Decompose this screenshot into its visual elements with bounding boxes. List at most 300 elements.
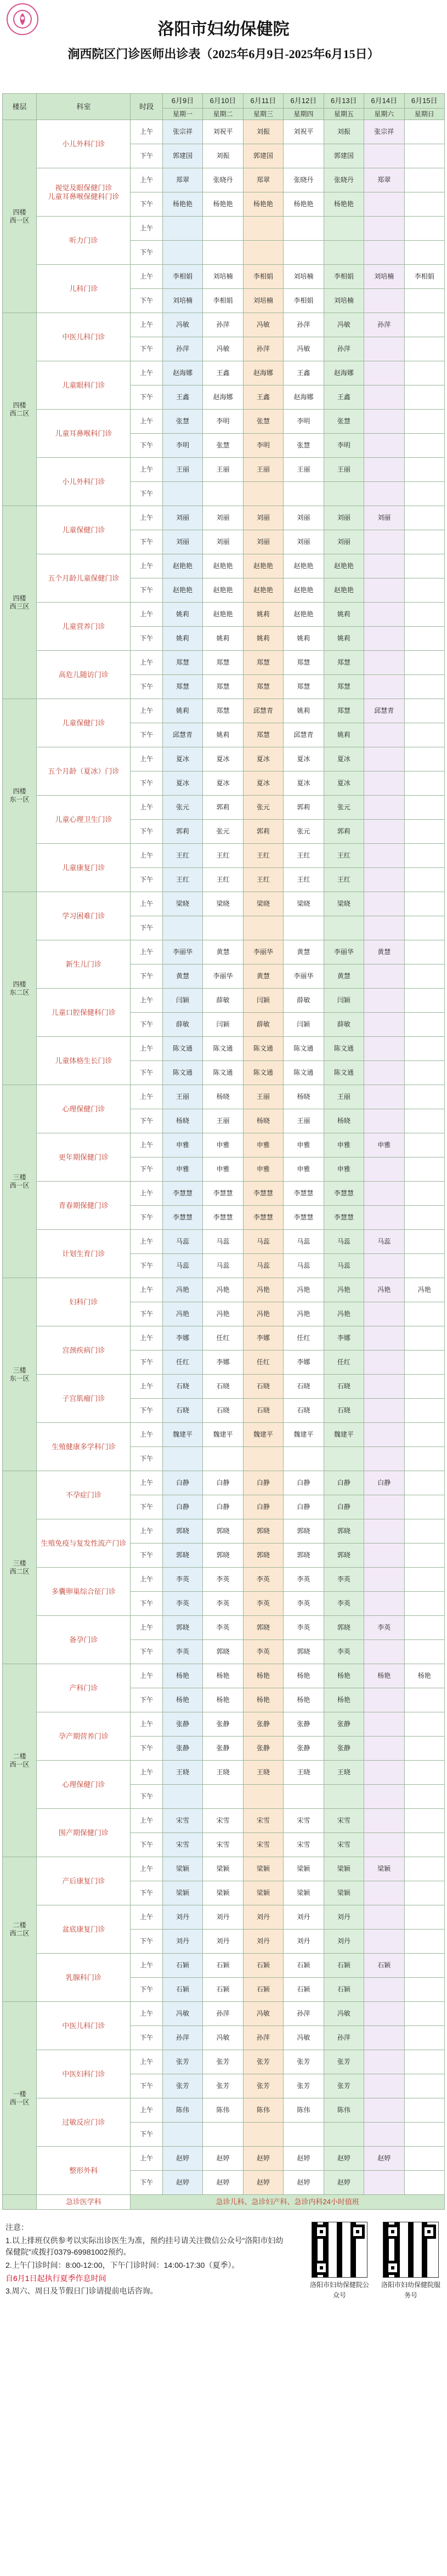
col-header-date: 6月13日 [324, 94, 364, 109]
doctor-cell: 马蕊 [284, 1230, 324, 1254]
doctor-cell: 张静 [203, 1737, 243, 1761]
col-header-shift: 时段 [131, 94, 162, 120]
doctor-cell: 黄慧 [203, 940, 243, 964]
doctor-cell: 李慧慧 [284, 1206, 324, 1230]
shift-cell: 下午 [131, 1881, 162, 1905]
doctor-cell [404, 1182, 445, 1206]
shift-cell: 下午 [131, 723, 162, 747]
doctor-cell: 姚莉 [203, 627, 243, 651]
doctor-cell: 任红 [203, 1326, 243, 1351]
col-header-weekday: 星期五 [324, 109, 364, 120]
table-row [3, 796, 445, 820]
table-row [3, 554, 445, 578]
doctor-cell: 张芳 [203, 2074, 243, 2098]
doctor-cell: 宋雪 [324, 1809, 364, 1833]
doctor-cell [404, 1616, 445, 1640]
shift-cell: 下午 [131, 1206, 162, 1230]
doctor-cell: 邱慧青 [162, 723, 202, 747]
doctor-cell: 郑慧 [324, 651, 364, 675]
dept-cell: 儿童体格生长门诊 [37, 1037, 131, 1085]
doctor-cell [243, 241, 283, 265]
doctor-cell: 李英 [243, 1568, 283, 1592]
doctor-cell [404, 1133, 445, 1158]
doctor-cell [284, 1447, 324, 1471]
table-row [3, 168, 445, 192]
doctor-cell: 魏建平 [324, 1423, 364, 1447]
doctor-cell [203, 916, 243, 940]
shift-cell: 下午 [131, 1688, 162, 1712]
doctor-cell: 李明 [162, 434, 202, 458]
doctor-cell: 陈伟 [243, 2098, 283, 2123]
doctor-cell [404, 1351, 445, 1375]
table-row [3, 1182, 445, 1206]
doctor-cell: 赵婷 [324, 2171, 364, 2195]
shift-cell: 上午 [131, 1278, 162, 1302]
doctor-cell [364, 410, 404, 434]
doctor-cell [364, 651, 404, 675]
doctor-cell: 陈文通 [243, 1061, 283, 1085]
dept-cell: 青春期保健门诊 [37, 1182, 131, 1230]
dept-cell: 整形外科 [37, 2147, 131, 2195]
table-row [3, 1326, 445, 1351]
doctor-cell: 石颖 [243, 1954, 283, 1978]
doctor-cell: 刘丹 [162, 1930, 202, 1954]
doctor-cell: 薛敏 [243, 1013, 283, 1037]
doctor-cell: 陈文通 [203, 1037, 243, 1061]
doctor-cell [243, 1785, 283, 1809]
doctor-cell: 马蕊 [162, 1254, 202, 1278]
doctor-cell: 郑慧 [203, 651, 243, 675]
doctor-cell [364, 1351, 404, 1375]
dept-cell: 备孕门诊 [37, 1616, 131, 1664]
doctor-cell: 陈文通 [243, 1037, 283, 1061]
doctor-cell: 刘培楠 [162, 289, 202, 313]
doctor-cell [364, 241, 404, 265]
doctor-cell: 张静 [162, 1712, 202, 1737]
doctor-cell [203, 1447, 243, 1471]
table-row [3, 1278, 445, 1302]
doctor-cell: 刘丹 [284, 1905, 324, 1930]
table-row [3, 1905, 445, 1930]
doctor-cell [364, 530, 404, 554]
table-row [3, 1809, 445, 1833]
table-row [3, 1519, 445, 1544]
doctor-cell: 夏冰 [203, 771, 243, 796]
doctor-cell: 李娜 [324, 1326, 364, 1351]
doctor-cell: 石颖 [203, 1978, 243, 2002]
doctor-cell: 王丽 [162, 1085, 202, 1109]
doctor-cell: 张晓丹 [203, 168, 243, 192]
doctor-cell: 梁晓 [243, 892, 283, 916]
table-row [3, 651, 445, 675]
dept-cell: 五个月龄儿童保健门诊 [37, 554, 131, 603]
doctor-cell: 王红 [324, 844, 364, 868]
doctor-cell: 申雅 [364, 1133, 404, 1158]
doctor-cell [404, 771, 445, 796]
table-row [3, 1133, 445, 1158]
table-row [3, 989, 445, 1013]
doctor-cell: 郭莉 [203, 796, 243, 820]
doctor-cell [404, 1688, 445, 1712]
doctor-cell: 郭晓 [203, 1519, 243, 1544]
doctor-cell [404, 916, 445, 940]
doctor-cell: 李英 [284, 1592, 324, 1616]
doctor-cell: 张芳 [203, 2050, 243, 2074]
doctor-cell: 马蕊 [203, 1230, 243, 1254]
doctor-cell [404, 627, 445, 651]
doctor-cell: 郑慧 [324, 699, 364, 723]
table-row [3, 699, 445, 723]
dept-cell: 妇科门诊 [37, 1278, 131, 1326]
doctor-cell: 梁颖 [284, 1857, 324, 1881]
dept-cell: 产后康复门诊 [37, 1857, 131, 1905]
shift-cell: 下午 [131, 868, 162, 892]
doctor-cell: 冯艳 [404, 1278, 445, 1302]
doctor-cell: 孙萍 [364, 313, 404, 337]
doctor-cell: 石晓 [284, 1375, 324, 1399]
doctor-cell: 梁晓 [162, 892, 202, 916]
doctor-cell: 陈文通 [162, 1061, 202, 1085]
doctor-cell: 马蕊 [203, 1254, 243, 1278]
doctor-cell: 宋雪 [162, 1809, 202, 1833]
doctor-cell [364, 1785, 404, 1809]
doctor-cell: 孙萍 [284, 313, 324, 337]
doctor-cell: 赵婷 [243, 2147, 283, 2171]
shift-cell: 下午 [131, 2171, 162, 2195]
doctor-cell: 李英 [243, 1592, 283, 1616]
doctor-cell [364, 1978, 404, 2002]
doctor-cell [324, 482, 364, 506]
doctor-cell: 白静 [162, 1495, 202, 1519]
doctor-cell: 冯艳 [162, 1278, 202, 1302]
doctor-cell: 申雅 [243, 1158, 283, 1182]
doctor-cell: 陈文通 [162, 1037, 202, 1061]
doctor-cell: 冯敏 [284, 337, 324, 361]
doctor-cell: 赵艳艳 [203, 554, 243, 578]
dept-cell: 围产期保健门诊 [37, 1809, 131, 1857]
doctor-cell [364, 144, 404, 168]
doctor-cell: 宋雪 [284, 1833, 324, 1857]
doctor-cell [364, 1158, 404, 1182]
doctor-cell: 梁晓 [203, 892, 243, 916]
col-header-weekday: 星期日 [404, 109, 445, 120]
doctor-cell [404, 675, 445, 699]
shift-cell: 上午 [131, 1182, 162, 1206]
shift-cell: 下午 [131, 434, 162, 458]
floor-cell: 四楼 西二区 [3, 313, 37, 506]
doctor-cell: 石颖 [324, 1978, 364, 2002]
doctor-cell [364, 1302, 404, 1326]
doctor-cell [364, 1640, 404, 1664]
doctor-cell: 李英 [284, 1568, 324, 1592]
doctor-cell [404, 1085, 445, 1109]
doctor-cell: 冯敏 [324, 313, 364, 337]
doctor-cell: 杨艳 [324, 1688, 364, 1712]
dept-cell: 儿童营养门诊 [37, 603, 131, 651]
shift-cell: 下午 [131, 2026, 162, 2050]
doctor-cell: 郑慧 [284, 675, 324, 699]
doctor-cell: 刘丽 [162, 506, 202, 530]
doctor-cell: 任红 [162, 1351, 202, 1375]
doctor-cell: 赵艳艳 [162, 554, 202, 578]
doctor-cell [364, 192, 404, 217]
doctor-cell [364, 1592, 404, 1616]
dept-cell: 中医儿科门诊 [37, 2002, 131, 2050]
doctor-cell [404, 289, 445, 313]
doctor-cell: 魏建平 [284, 1423, 324, 1447]
col-header-date: 6月14日 [364, 94, 404, 109]
doctor-cell: 刘丹 [243, 1905, 283, 1930]
doctor-cell: 刘祝平 [203, 120, 243, 144]
doctor-cell [284, 916, 324, 940]
doctor-cell: 赵婷 [162, 2147, 202, 2171]
doctor-cell: 赵艳艳 [203, 603, 243, 627]
shift-cell: 下午 [131, 1495, 162, 1519]
table-row [3, 1423, 445, 1447]
doctor-cell: 陈伟 [284, 2098, 324, 2123]
doctor-cell: 闫颖 [203, 1013, 243, 1037]
dept-cell: 心理保健门诊 [37, 1085, 131, 1133]
doctor-cell [364, 675, 404, 699]
doctor-cell [404, 844, 445, 868]
doctor-cell: 李英 [162, 1640, 202, 1664]
doctor-cell: 刘丽 [162, 530, 202, 554]
footer-floor [3, 2195, 37, 2210]
doctor-cell: 石颖 [203, 1954, 243, 1978]
doctor-cell: 郭晓 [243, 1616, 283, 1640]
doctor-cell: 冯敏 [203, 337, 243, 361]
doctor-cell: 郑慧 [243, 651, 283, 675]
shift-cell: 上午 [131, 1712, 162, 1737]
doctor-cell: 石颖 [162, 1978, 202, 2002]
doctor-cell: 王丽 [324, 1085, 364, 1109]
doctor-cell: 郭晓 [284, 1544, 324, 1568]
shift-cell: 下午 [131, 627, 162, 651]
doctor-cell [364, 916, 404, 940]
doctor-cell [404, 940, 445, 964]
footer-row [3, 2195, 445, 2210]
doctor-cell [284, 2123, 324, 2147]
doctor-cell [404, 410, 445, 434]
doctor-cell: 王红 [324, 868, 364, 892]
shift-cell: 下午 [131, 1544, 162, 1568]
doctor-cell: 李慧慧 [243, 1182, 283, 1206]
doctor-cell: 赵艳艳 [162, 578, 202, 603]
shift-cell: 下午 [131, 1013, 162, 1037]
doctor-cell: 王晓 [324, 1761, 364, 1785]
doctor-cell: 李丽华 [162, 940, 202, 964]
doctor-cell: 冯艳 [284, 1302, 324, 1326]
notes-line: 1.以上排班仅供参考以实际出诊医生为准，预约挂号请关注微信公众号“洛阳市妇幼保健院”或拨打0379-69981002预约。 [5, 2235, 284, 2257]
doctor-cell [404, 1495, 445, 1519]
doctor-cell: 李娜 [162, 1326, 202, 1351]
doctor-cell: 郭晓 [203, 1640, 243, 1664]
table-row [3, 1471, 445, 1495]
doctor-cell: 赵艳艳 [324, 578, 364, 603]
doctor-cell: 刘丽 [284, 506, 324, 530]
doctor-cell: 马蕊 [324, 1230, 364, 1254]
doctor-cell: 姚莉 [284, 699, 324, 723]
doctor-cell [404, 1109, 445, 1133]
doctor-cell [364, 796, 404, 820]
table-row [3, 1857, 445, 1881]
doctor-cell: 梁颖 [284, 1881, 324, 1905]
doctor-cell [243, 482, 283, 506]
doctor-cell: 赵婷 [364, 2147, 404, 2171]
dept-cell: 儿童耳鼻喉科门诊 [37, 410, 131, 458]
doctor-cell: 黄慧 [243, 964, 283, 989]
doctor-cell: 姚莉 [162, 603, 202, 627]
doctor-cell: 夏冰 [324, 747, 364, 771]
doctor-cell: 刘丹 [243, 1930, 283, 1954]
qr-caption: 洛阳市妇幼保健院服务号 [381, 2281, 440, 2299]
doctor-cell: 马蕊 [364, 1230, 404, 1254]
doctor-cell: 张芳 [284, 2074, 324, 2098]
doctor-cell [324, 1447, 364, 1471]
doctor-cell [203, 482, 243, 506]
dept-cell: 儿童心理卫生门诊 [37, 796, 131, 844]
doctor-cell: 刘培楠 [203, 265, 243, 289]
doctor-cell [364, 723, 404, 747]
doctor-cell: 梁颖 [162, 1881, 202, 1905]
shift-cell: 上午 [131, 1857, 162, 1881]
shift-cell: 上午 [131, 1809, 162, 1833]
shift-cell: 上午 [131, 651, 162, 675]
doctor-cell: 孙萍 [284, 2002, 324, 2026]
doctor-cell: 李相娟 [324, 265, 364, 289]
doctor-cell: 冯敏 [203, 2026, 243, 2050]
shift-cell: 下午 [131, 771, 162, 796]
doctor-cell: 杨艳 [324, 1664, 364, 1688]
doctor-cell [404, 313, 445, 337]
doctor-cell: 王红 [203, 844, 243, 868]
doctor-cell: 赵海娜 [243, 361, 283, 385]
doctor-cell [404, 1037, 445, 1061]
doctor-cell: 王晓 [162, 1761, 202, 1785]
doctor-cell: 赵艳艳 [203, 578, 243, 603]
doctor-cell: 李相娟 [404, 265, 445, 289]
floor-cell: 三楼 西二区 [3, 1471, 37, 1664]
doctor-cell [364, 1061, 404, 1085]
doctor-cell: 张芳 [162, 2074, 202, 2098]
doctor-cell [404, 1399, 445, 1423]
dept-cell: 宫颈疾病门诊 [37, 1326, 131, 1375]
doctor-cell [364, 2026, 404, 2050]
doctor-cell [243, 2123, 283, 2147]
doctor-cell: 刘丹 [324, 1905, 364, 1930]
doctor-cell: 孙萍 [203, 313, 243, 337]
doctor-cell: 石晓 [243, 1375, 283, 1399]
doctor-cell [404, 241, 445, 265]
doctor-cell: 刘丽 [284, 530, 324, 554]
doctor-cell [162, 241, 202, 265]
doctor-cell [203, 1785, 243, 1809]
doctor-cell: 冯艳 [203, 1302, 243, 1326]
shift-cell: 上午 [131, 1230, 162, 1254]
doctor-cell: 薛敏 [324, 1013, 364, 1037]
doctor-cell: 宋雪 [324, 1833, 364, 1857]
doctor-cell: 杨晓 [162, 1109, 202, 1133]
doctor-cell [364, 627, 404, 651]
doctor-cell [364, 1544, 404, 1568]
shift-cell: 上午 [131, 554, 162, 578]
doctor-cell [364, 2050, 404, 2074]
doctor-cell [364, 1013, 404, 1037]
shift-cell: 上午 [131, 1037, 162, 1061]
doctor-cell: 夏冰 [284, 771, 324, 796]
doctor-cell [364, 1519, 404, 1544]
doctor-cell: 郑慧 [243, 723, 283, 747]
doctor-cell [243, 217, 283, 241]
col-header-weekday: 星期二 [203, 109, 243, 120]
doctor-cell [404, 1568, 445, 1592]
doctor-cell: 赵艳艳 [284, 578, 324, 603]
doctor-cell: 郭建国 [243, 144, 283, 168]
doctor-cell: 王晓 [203, 1761, 243, 1785]
doctor-cell: 李明 [284, 410, 324, 434]
doctor-cell: 任红 [243, 1351, 283, 1375]
doctor-cell: 夏冰 [162, 771, 202, 796]
doctor-cell [284, 241, 324, 265]
doctor-cell: 杨艳 [284, 1688, 324, 1712]
doctor-cell: 刘丽 [203, 530, 243, 554]
doctor-cell: 赵婷 [203, 2147, 243, 2171]
doctor-cell: 孙萍 [243, 337, 283, 361]
doctor-cell [324, 241, 364, 265]
doctor-cell [404, 1905, 445, 1930]
doctor-cell: 王红 [243, 868, 283, 892]
doctor-cell [364, 1930, 404, 1954]
doctor-cell: 梁颖 [324, 1857, 364, 1881]
shift-cell: 上午 [131, 2050, 162, 2074]
doctor-cell: 刘丹 [203, 1905, 243, 1930]
doctor-cell: 闫颖 [284, 1013, 324, 1037]
doctor-cell [364, 1423, 404, 1447]
doctor-cell: 石颖 [284, 1954, 324, 1978]
doctor-cell [364, 747, 404, 771]
doctor-cell: 李英 [284, 1616, 324, 1640]
doctor-cell: 黄慧 [284, 940, 324, 964]
shift-cell: 下午 [131, 1737, 162, 1761]
doctor-cell: 李丽华 [284, 964, 324, 989]
dept-cell: 小儿外科门诊 [37, 120, 131, 168]
doctor-cell: 刘培楠 [324, 289, 364, 313]
col-header-weekday: 星期三 [243, 109, 283, 120]
doctor-cell: 王鑫 [203, 361, 243, 385]
doctor-cell: 赵艳艳 [284, 603, 324, 627]
doctor-cell: 冯敏 [162, 2002, 202, 2026]
shift-cell: 下午 [131, 1302, 162, 1326]
doctor-cell [404, 217, 445, 241]
doctor-cell: 冯艳 [203, 1278, 243, 1302]
doctor-cell: 李慧慧 [284, 1182, 324, 1206]
doctor-cell [364, 482, 404, 506]
doctor-cell: 王红 [284, 868, 324, 892]
schedule-body [3, 120, 445, 2195]
doctor-cell: 刘丽 [243, 506, 283, 530]
doctor-cell: 申雅 [284, 1158, 324, 1182]
doctor-cell: 王鑫 [324, 385, 364, 410]
shift-cell: 下午 [131, 1640, 162, 1664]
shift-cell: 下午 [131, 385, 162, 410]
doctor-cell: 夏冰 [243, 771, 283, 796]
doctor-cell: 张宗祥 [364, 120, 404, 144]
doctor-cell [404, 1785, 445, 1809]
notes-highlight: 自6月1日起执行夏季作息时间 [5, 2273, 106, 2283]
doctor-cell: 杨艳艳 [324, 192, 364, 217]
doctor-cell: 冯敏 [243, 313, 283, 337]
table-row [3, 265, 445, 289]
